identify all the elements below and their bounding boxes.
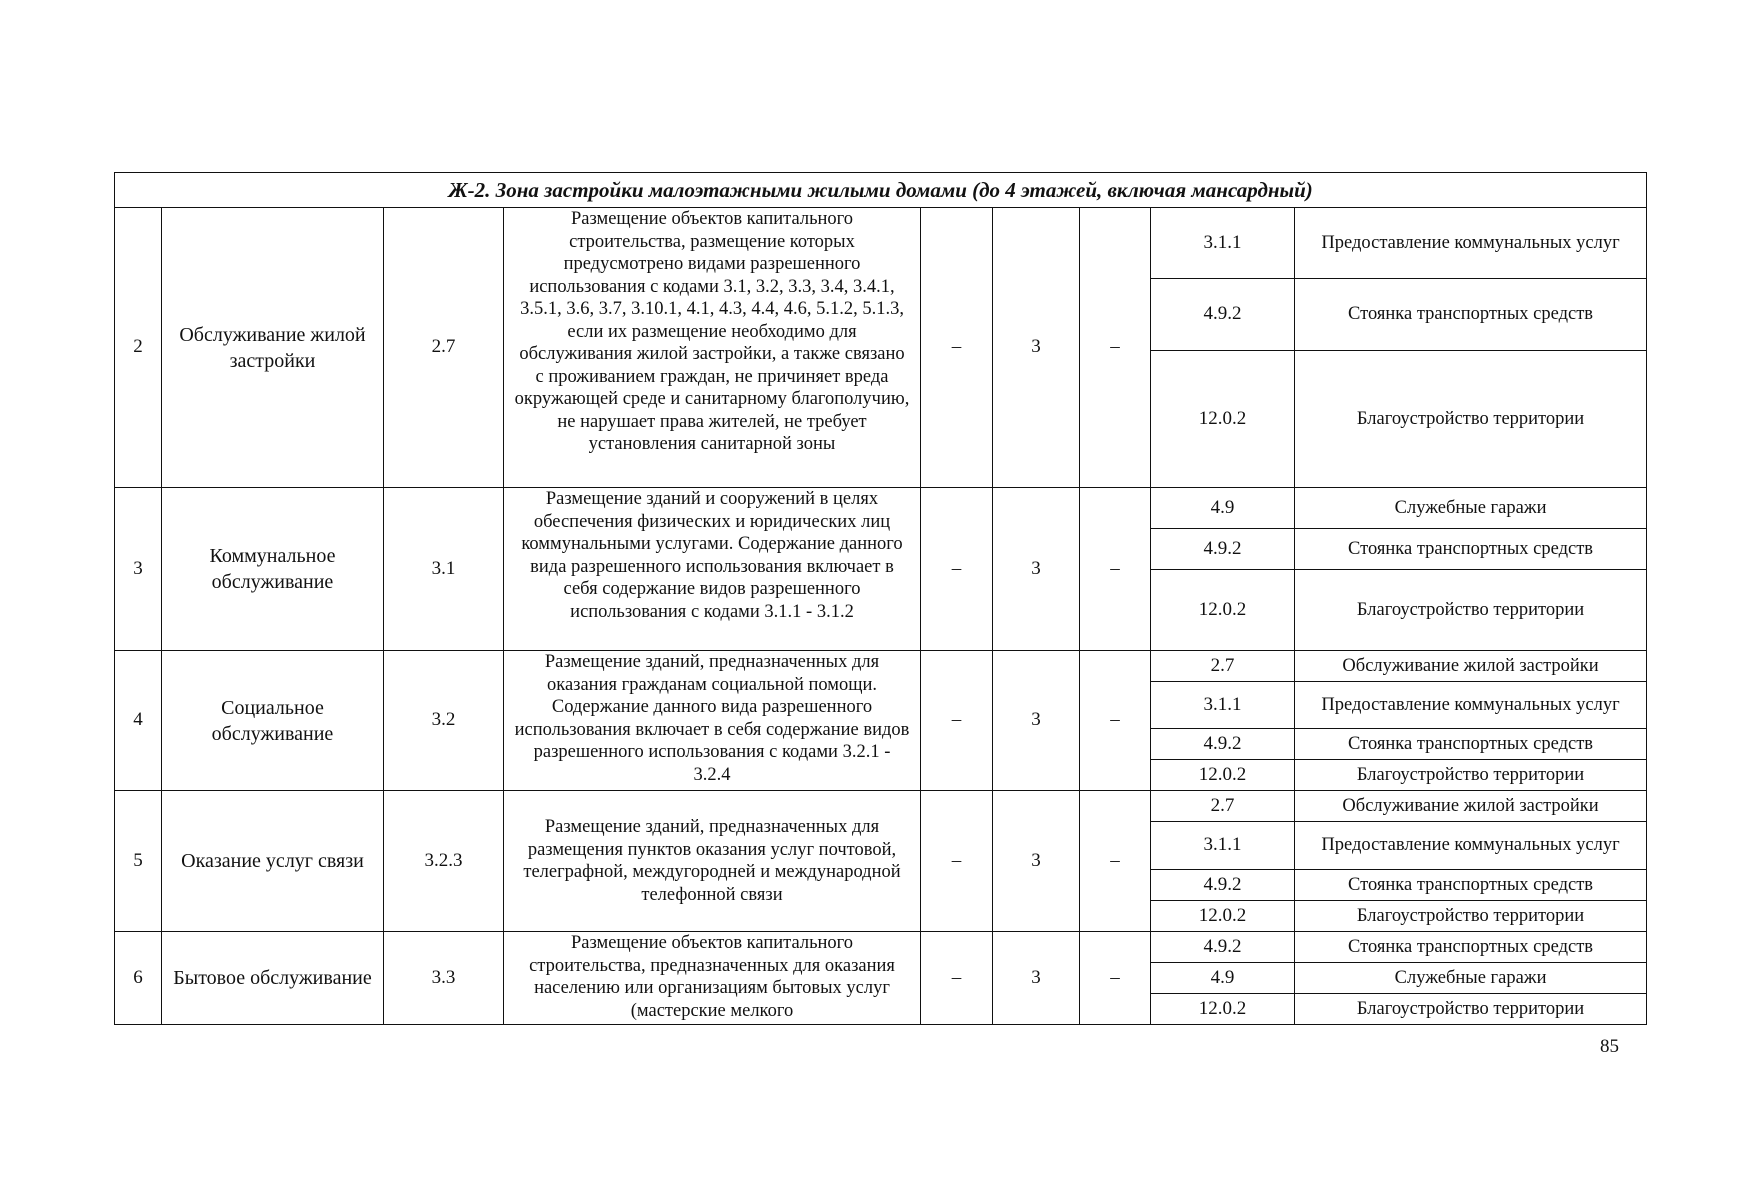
use-type-description: Размещение объектов капитального строительства, предназначенных для оказания населению или организациям бытовых услуг (мастерские мелкого — [504, 932, 921, 1025]
aux-use-name: Стоянка транспортных средств — [1295, 279, 1647, 351]
use-type-description: Размещение зданий и сооружений в целях обеспечения физических и юридических лиц коммунальными услугами. Содержание данного вида разрешенного использования включает в себя содержание видов разрешенного использования с кодами 3.1.1 - 3.1.2 — [504, 488, 921, 651]
aux-use-name: Предоставление коммунальных услуг — [1295, 682, 1647, 729]
col7-value: – — [1080, 932, 1151, 1025]
aux-use-name: Благоустройство территории — [1295, 351, 1647, 488]
col6-value: 3 — [993, 488, 1080, 651]
use-type-code: 3.3 — [384, 932, 504, 1025]
aux-use-code: 2.7 — [1151, 651, 1295, 682]
row-number: 2 — [115, 208, 162, 488]
aux-use-name: Стоянка транспортных средств — [1295, 529, 1647, 570]
aux-use-code: 4.9.2 — [1151, 279, 1295, 351]
aux-use-name: Служебные гаражи — [1295, 963, 1647, 994]
col6-value: 3 — [993, 791, 1080, 932]
col6-value: 3 — [993, 932, 1080, 1025]
use-type-name: Коммунальное обслуживание — [162, 488, 384, 651]
aux-use-name: Предоставление коммунальных услуг — [1295, 208, 1647, 279]
aux-use-name: Служебные гаражи — [1295, 488, 1647, 529]
use-type-code: 3.2 — [384, 651, 504, 791]
col7-value: – — [1080, 791, 1151, 932]
col6-value: 3 — [993, 651, 1080, 791]
row-number: 5 — [115, 791, 162, 932]
col7-value: – — [1080, 488, 1151, 651]
aux-use-code: 4.9.2 — [1151, 932, 1295, 963]
page-number: 85 — [1600, 1036, 1619, 1057]
col5-value: – — [921, 791, 993, 932]
aux-use-code: 3.1.1 — [1151, 208, 1295, 279]
use-type-description: Размещение объектов капитального строительства, размещение которых предусмотрено видами разрешенного использования с кодами 3.1, 3.2, 3.3, 3.4, 3.4.1, 3.5.1, 3.6, 3.7, 3.10.1, 4.1, 4.3, 4.4, 4.6, 5.1.2, 5.1.3, если их размещение необходимо для обслуживания жилой застройки, а также связано с проживанием граждан, не причиняет вреда окружающей среде и санитарному благополучию, не нарушает права жителей, не требует установления санитарной зоны — [504, 208, 921, 488]
aux-use-code: 4.9.2 — [1151, 529, 1295, 570]
col6-value: 3 — [993, 208, 1080, 488]
aux-use-name: Благоустройство территории — [1295, 901, 1647, 932]
use-type-code: 2.7 — [384, 208, 504, 488]
aux-use-name: Обслуживание жилой застройки — [1295, 791, 1647, 822]
aux-use-name: Благоустройство территории — [1295, 760, 1647, 791]
aux-use-code: 12.0.2 — [1151, 570, 1295, 651]
aux-use-name: Стоянка транспортных средств — [1295, 932, 1647, 963]
use-type-description: Размещение зданий, предназначенных для размещения пунктов оказания услуг почтовой, телеграфной, междугородней и международной телефонной связи — [504, 791, 921, 932]
aux-use-name: Благоустройство территории — [1295, 570, 1647, 651]
col7-value: – — [1080, 208, 1151, 488]
aux-use-code: 12.0.2 — [1151, 901, 1295, 932]
aux-use-code: 12.0.2 — [1151, 351, 1295, 488]
aux-use-code: 3.1.1 — [1151, 682, 1295, 729]
aux-use-code: 12.0.2 — [1151, 994, 1295, 1025]
use-type-name: Социальное обслуживание — [162, 651, 384, 791]
use-type-name: Оказание услуг связи — [162, 791, 384, 932]
row-number: 4 — [115, 651, 162, 791]
land-use-table — [114, 172, 1647, 1025]
row-number: 6 — [115, 932, 162, 1025]
aux-use-code: 4.9 — [1151, 963, 1295, 994]
zone-title: Ж-2. Зона застройки малоэтажными жилыми домами (до 4 этажей, включая мансардный) — [115, 173, 1647, 208]
row-number: 3 — [115, 488, 162, 651]
use-type-name: Бытовое обслуживание — [162, 932, 384, 1025]
col7-value: – — [1080, 651, 1151, 791]
col5-value: – — [921, 651, 993, 791]
aux-use-code: 4.9.2 — [1151, 729, 1295, 760]
aux-use-code: 3.1.1 — [1151, 822, 1295, 870]
aux-use-name: Обслуживание жилой застройки — [1295, 651, 1647, 682]
use-type-code: 3.1 — [384, 488, 504, 651]
aux-use-code: 2.7 — [1151, 791, 1295, 822]
col5-value: – — [921, 932, 993, 1025]
use-type-description: Размещение зданий, предназначенных для оказания гражданам социальной помощи. Содержание данного вида разрешенного использования включает в себя содержание видов разрешенного использования с кодами 3.2.1 - 3.2.4 — [504, 651, 921, 791]
col5-value: – — [921, 488, 993, 651]
aux-use-name: Стоянка транспортных средств — [1295, 870, 1647, 901]
col5-value: – — [921, 208, 993, 488]
aux-use-name: Стоянка транспортных средств — [1295, 729, 1647, 760]
aux-use-name: Предоставление коммунальных услуг — [1295, 822, 1647, 870]
aux-use-code: 12.0.2 — [1151, 760, 1295, 791]
use-type-name: Обслуживание жилой застройки — [162, 208, 384, 488]
aux-use-code: 4.9.2 — [1151, 870, 1295, 901]
use-type-code: 3.2.3 — [384, 791, 504, 932]
aux-use-code: 4.9 — [1151, 488, 1295, 529]
aux-use-name: Благоустройство территории — [1295, 994, 1647, 1025]
